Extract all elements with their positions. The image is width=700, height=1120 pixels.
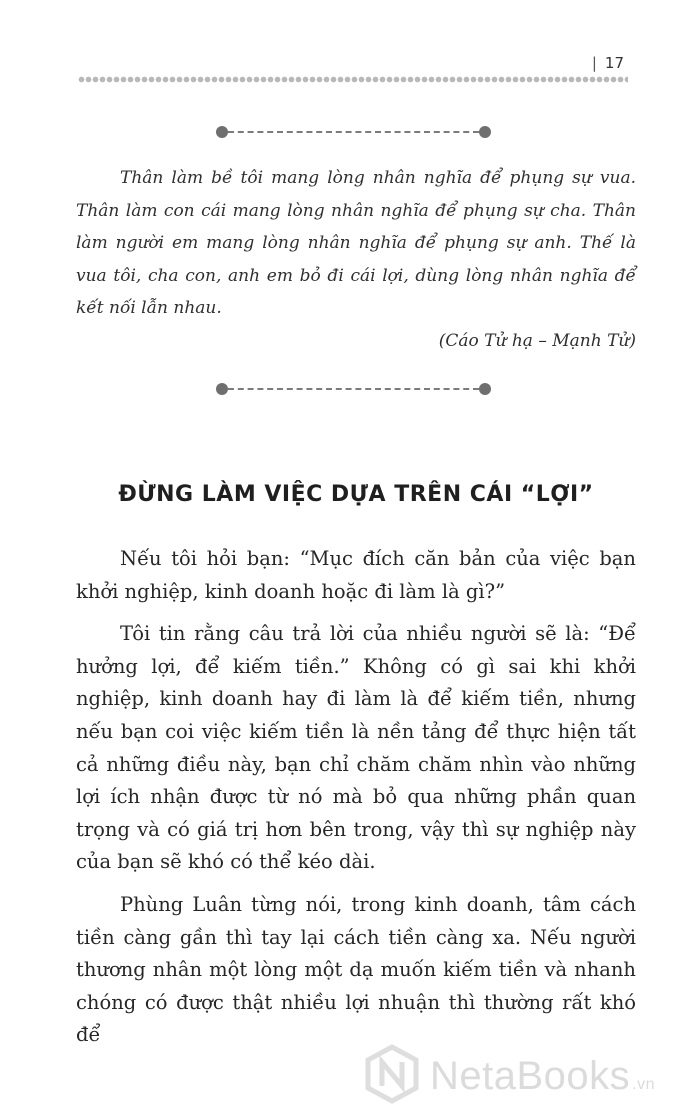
epigraph-text: Thân làm bề tôi mang lòng nhân nghĩa để phụng sự vua. Thân làm con cái mang lòng nhân nghĩa để phụng sự cha. Thân làm người em mang lòng nhân nghĩa để phụng sự anh. Thế là vua tôi, cha con, anh em bỏ đi cái lợi, dùng lòng nhân nghĩa để kết nối lẫn nhau.: [76, 168, 636, 318]
body-paragraph: Nếu tôi hỏi bạn: “Mục đích căn bản của việc bạn khởi nghiệp, kinh doanh hoặc đi làm là gì?”: [76, 547, 636, 603]
ornament-dot-icon: [479, 126, 491, 138]
ornament-dashed-line: [228, 388, 479, 390]
header-dotted-rule: [78, 75, 628, 84]
netabooks-logo-icon: [362, 1044, 422, 1104]
ornament-dashed-line: [228, 131, 479, 133]
body-text: [76, 543, 636, 1062]
watermark-text: [430, 1054, 655, 1099]
watermark-suffix: .vn: [632, 1076, 656, 1093]
quote-ornament-top: [216, 126, 491, 138]
page-number-divider: |: [591, 54, 597, 72]
body-paragraph: Tôi tin rằng câu trả lời của nhiều người sẽ là: “Để hưởng lợi, để kiếm tiền.” Không có gì sai khi khởi nghiệp, kinh doanh hay đi làm là để kiếm tiền, nhưng nếu bạn coi việc kiếm tiền là nền tảng để thực hiện tất cả những điều này, bạn chỉ chăm chăm nhìn vào những lợi ích nhận được từ nó mà bỏ qua những phần quan trọng và có giá trị hơn bên trong, vậy thì sự nghiệp này của bạn sẽ khó có thể kéo dài.: [76, 622, 636, 874]
ornament-dot-icon: [216, 126, 228, 138]
ornament-dot-icon: [479, 383, 491, 395]
page-header: [78, 50, 628, 90]
epigraph-quote: [76, 162, 636, 325]
epigraph-source: (Cáo Tử hạ – Mạnh Tử): [438, 331, 636, 351]
watermark-brand: NetaBooks: [430, 1054, 631, 1098]
page-number: [592, 54, 624, 72]
quote-ornament-bottom: [216, 383, 491, 395]
page-number-value: 17: [604, 54, 624, 72]
body-paragraph: Phùng Luân từng nói, trong kinh doanh, tâm cách tiền càng gần thì tay lại cách tiền càng xa. Nếu người thương nhân một lòng một dạ muốn kiếm tiền và nhanh chóng có được thật nhiều lợi nhuận thì thường rất khó để: [76, 892, 636, 1047]
section-title: ĐỪNG LÀM VIỆC DỰA TRÊN CÁI “LỢI”: [118, 482, 594, 507]
ornament-dot-icon: [216, 383, 228, 395]
netabooks-watermark: [362, 1040, 692, 1110]
